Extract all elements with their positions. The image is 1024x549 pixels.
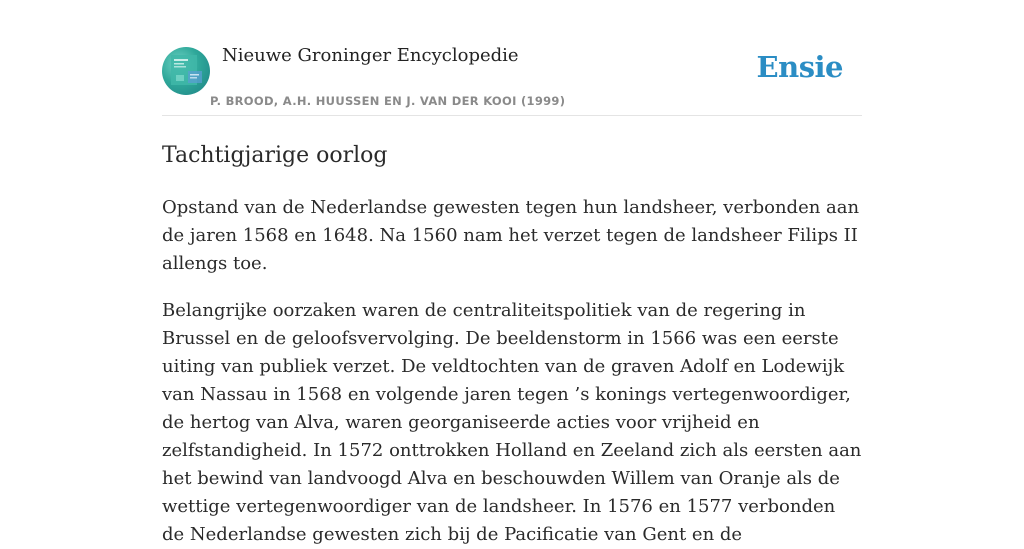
content-container — [162, 0, 862, 549]
ensie-logo-link[interactable]: Ensie — [756, 50, 843, 84]
article-paragraph: Belangrijke oorzaken waren de centraliteitspolitiek van de regering in Brussel en de geloofsvervolging. De beeldenstorm in 1566 was een eerste uiting van publiek verzet. De veldtochten van de graven Adolf en Lodewijk van Nassau in 1568 en volgende jaren tegen ’s konings vertegenwoordiger, de hertog van Alva, waren georganiseerde acties voor vrijheid en zelfstandigheid. In 1572 onttrokken Holland en Zeeland zich als eersten aan het bewind van landvoogd Alva en beschouwden Willem van Oranje als de wettige vertegenwoordiger van de landsheer. In 1576 en 1577 verbonden de Nederlandse gewesten zich bij de Pacificatie van Gent en de — [162, 300, 862, 545]
article-paragraph: Opstand van de Nederlandse gewesten tegen hun landsheer, verbonden aan de jaren 1568 en 1648. Na 1560 nam het verzet tegen de landsheer Filips II allengs toe. — [162, 197, 860, 274]
book-cover-icon — [162, 47, 210, 95]
publication-authors: P. BROOD, A.H. HUUSSEN EN J. VAN DER KOOI (1999) — [210, 94, 566, 108]
publication-cover-avatar[interactable] — [162, 47, 210, 95]
article-title: Tachtigjarige oorlog — [162, 143, 388, 168]
publication-title[interactable]: Nieuwe Groninger Encyclopedie — [222, 45, 519, 66]
header — [162, 0, 862, 116]
